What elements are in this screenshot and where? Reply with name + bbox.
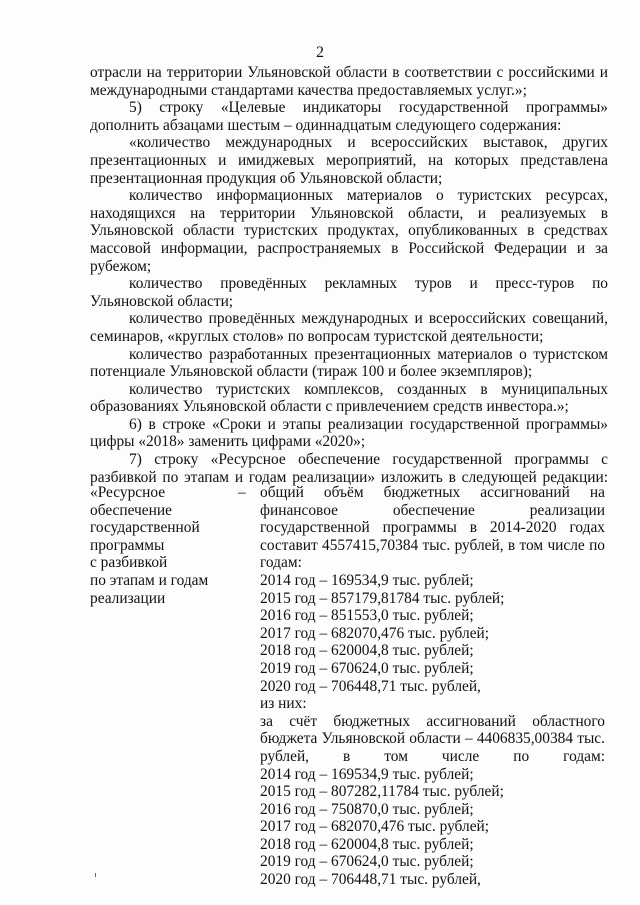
paragraph: 7) строку «Ресурсное обеспечение государственной программы с разбивкой по этапам и годам реализации» изложить в следующей редакции: — [90, 451, 608, 486]
label-line: «Ресурсное — [90, 484, 166, 501]
year-line: 2020 год – 706448,71 тыс. рублей, — [260, 871, 481, 889]
paragraph: 5) строку «Целевые индикаторы государственной программы» дополнить абзацами шестым – одиннадцатым следующего содержания: — [90, 99, 608, 134]
year-line: 2014 год – 169534,9 тыс. рублей; — [260, 571, 474, 589]
year-line: 2014 год – 169534,9 тыс. рублей; — [260, 765, 474, 783]
page-number: 2 — [316, 44, 324, 61]
label-line: с разбивкой — [90, 554, 168, 572]
label-dash: – — [238, 484, 246, 501]
total-funding-text: общий объём бюджетных ассигнований на финансовое обеспечение реализации государственной программы в 2014-2020 годах составит 4557415,70384 тыс. рублей, в том числе по годам: — [260, 484, 605, 572]
label-line: программы — [90, 536, 165, 554]
year-line: 2018 год – 620004,8 тыс. рублей; — [260, 835, 474, 853]
year-line: 2015 год – 807282,11784 тыс. рублей; — [260, 783, 504, 801]
table-row-value — [260, 484, 605, 889]
paragraph: отрасли на территории Ульяновской области в соответствии с российскими и международными стандартами качества предоставляемых услуг.»; — [90, 64, 608, 99]
year-line: 2017 год – 682070,476 тыс. рублей; — [260, 624, 490, 642]
paragraph: «количество международных и всероссийских выставок, других презентационных и имиджевых мероприятий, на которых представлена презентационная продукция об Ульяновской области; — [90, 134, 608, 187]
paragraph: количество проведённых международных и всероссийских совещаний, семинаров, «круглых столов» по вопросам туристской деятельности; — [90, 310, 608, 345]
label-line: государственной — [90, 519, 200, 537]
year-line: 2020 год – 706448,71 тыс. рублей, — [260, 677, 481, 695]
paragraph: количество разработанных презентационных материалов о туристском потенциале Ульяновской области (тираж 100 и более экземпляров); — [90, 345, 608, 381]
table-row-label — [90, 484, 250, 607]
scan-speck — [95, 873, 96, 877]
paragraph: количество туристских комплексов, созданных в муниципальных образованиях Ульяновской области с привлечением средств инвестора.»; — [90, 380, 608, 416]
label-line: по этапам и годам — [90, 571, 209, 589]
document-body — [90, 64, 608, 486]
year-line: 2018 год – 620004,8 тыс. рублей; — [260, 642, 474, 660]
regional-funding-text: за счёт бюджетных ассигнований областного бюджета Ульяновской области – 4406835,00384 тыс. рублей, в том числе по годам: — [260, 712, 605, 765]
year-line: 2016 год – 851553,0 тыс. рублей; — [260, 607, 474, 625]
year-line: 2019 год – 670624,0 тыс. рублей; — [260, 659, 474, 677]
paragraph: количество проведённых рекламных туров и пресс-туров по Ульяновской области; — [90, 275, 608, 310]
paragraph: 6) в строке «Сроки и этапы реализации государственной программы» цифры «2018» заменить цифрами «2020»; — [90, 415, 608, 451]
year-line: 2017 год – 682070,476 тыс. рублей; — [260, 818, 490, 836]
of-them-label: из них: — [260, 695, 307, 713]
paragraph: количество информационных материалов о туристских ресурсах, находящихся на территории Ульяновской области, и реализуемых в Ульяновской области туристских продуктах, опубликованных в средствах массовой информации, распространяемых в Российской Федерации и за рубежом; — [90, 187, 608, 275]
year-line: 2019 год – 670624,0 тыс. рублей; — [260, 853, 474, 871]
year-line: 2015 год – 857179,81784 тыс. рублей; — [260, 589, 505, 607]
label-line: обеспечение — [90, 501, 172, 519]
year-line: 2016 год – 750870,0 тыс. рублей; — [260, 800, 474, 818]
label-line: реализации — [90, 589, 166, 607]
